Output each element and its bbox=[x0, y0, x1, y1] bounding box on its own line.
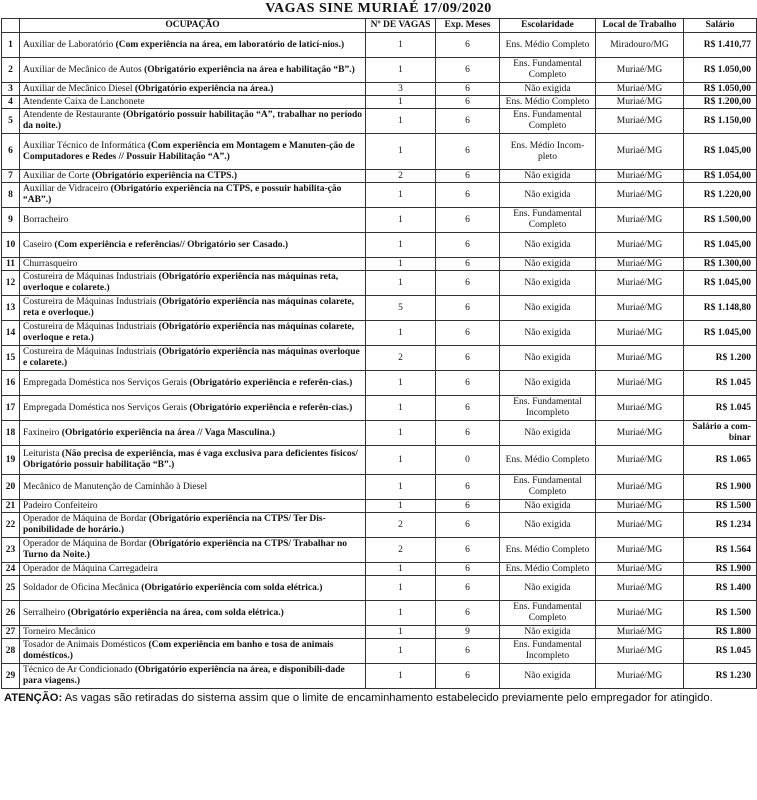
attention-text: As vagas são retiradas do sistema assim que o limite de encaminhamento estabelecido previamente pelo empregador for atingido. bbox=[62, 692, 713, 704]
work-location: Muriaé/MG bbox=[596, 170, 684, 183]
table-row bbox=[2, 446, 757, 475]
row-number: 18 bbox=[2, 421, 20, 446]
experience-months: 6 bbox=[436, 109, 500, 134]
vacancies-count: 2 bbox=[366, 538, 436, 563]
salary: R$ 1.230 bbox=[684, 664, 757, 689]
vacancies-count: 1 bbox=[366, 475, 436, 500]
experience-months: 6 bbox=[436, 396, 500, 421]
row-number: 7 bbox=[2, 170, 20, 183]
occupation-cell bbox=[20, 538, 366, 563]
row-number: 4 bbox=[2, 96, 20, 109]
vacancies-count: 2 bbox=[366, 513, 436, 538]
occupation-requirements: (Com experiência em banho e tosa de animais domésticos.) bbox=[23, 640, 334, 661]
salary: R$ 1.200 bbox=[684, 346, 757, 371]
schooling: Não exigida bbox=[500, 500, 596, 513]
occupation-name: Operador de Máquina de Bordar bbox=[23, 514, 147, 524]
table-row bbox=[2, 321, 757, 346]
occupation-cell bbox=[20, 664, 366, 689]
salary: R$ 1.500,00 bbox=[684, 208, 757, 233]
salary: R$ 1.045,00 bbox=[684, 134, 757, 170]
row-number: 9 bbox=[2, 208, 20, 233]
occupation-requirements: (Não precisa de experiência, mas é vaga exclusiva para deficientes físicos/ Obrigatório possuir habilitação “B”.) bbox=[23, 449, 358, 470]
experience-months: 6 bbox=[436, 33, 500, 58]
salary: R$ 1.045,00 bbox=[684, 271, 757, 296]
table-header-row bbox=[2, 19, 757, 33]
salary: R$ 1.045 bbox=[684, 371, 757, 396]
experience-months: 6 bbox=[436, 96, 500, 109]
experience-months: 6 bbox=[436, 421, 500, 446]
experience-months: 6 bbox=[436, 183, 500, 208]
vacancies-count: 1 bbox=[366, 321, 436, 346]
schooling: Não exigida bbox=[500, 371, 596, 396]
occupation-name: Operador de Máquina de Bordar bbox=[23, 539, 147, 549]
table-row bbox=[2, 134, 757, 170]
occupation-requirements: (Com experiência na área, em laboratório de laticí-nios.) bbox=[113, 39, 345, 50]
salary: R$ 1.400 bbox=[684, 576, 757, 601]
vacancies-count: 1 bbox=[366, 664, 436, 689]
table-row bbox=[2, 208, 757, 233]
salary: R$ 1.500 bbox=[684, 500, 757, 513]
vacancies-count: 1 bbox=[366, 500, 436, 513]
row-number: 11 bbox=[2, 258, 20, 271]
schooling: Não exigida bbox=[500, 626, 596, 639]
attention-label: ATENÇÃO: bbox=[4, 692, 63, 704]
experience-months: 6 bbox=[436, 296, 500, 321]
salary: R$ 1.220,00 bbox=[684, 183, 757, 208]
table-row bbox=[2, 371, 757, 396]
experience-months: 6 bbox=[436, 233, 500, 258]
work-location: Muriaé/MG bbox=[596, 396, 684, 421]
occupation-name: Faxineiro bbox=[23, 427, 60, 438]
table-row bbox=[2, 576, 757, 601]
row-number: 29 bbox=[2, 664, 20, 689]
occupation-name: Costureira de Máquinas Industriais bbox=[23, 297, 157, 307]
occupation-name: Auxiliar de Mecânico Diesel bbox=[23, 83, 133, 94]
vacancies-count: 1 bbox=[366, 421, 436, 446]
vacancies-count: 1 bbox=[366, 576, 436, 601]
occupation-name: Caseiro bbox=[23, 239, 53, 250]
table-row bbox=[2, 233, 757, 258]
schooling: Não exigida bbox=[500, 346, 596, 371]
occupation-cell bbox=[20, 371, 366, 396]
occupation-requirements: (Obrigatório experiência com solda elétrica.) bbox=[138, 582, 323, 593]
salary: R$ 1.500 bbox=[684, 601, 757, 626]
vacancies-count: 1 bbox=[366, 183, 436, 208]
header-vacancies: Nº DE VAGAS bbox=[366, 19, 436, 33]
row-number: 26 bbox=[2, 601, 20, 626]
experience-months: 6 bbox=[436, 664, 500, 689]
schooling: Ens. Médio Incom-pleto bbox=[500, 134, 596, 170]
occupation-cell bbox=[20, 258, 366, 271]
occupation-cell bbox=[20, 513, 366, 538]
occupation-cell bbox=[20, 170, 366, 183]
vacancies-count: 3 bbox=[366, 83, 436, 96]
occupation-requirements: (Com experiência em Montagem e Manuten-ção de Computadores e Redes // Possuir Habilitação “A”.) bbox=[23, 140, 355, 162]
table-row bbox=[2, 296, 757, 321]
salary: R$ 1.050,00 bbox=[684, 58, 757, 83]
schooling: Não exigida bbox=[500, 170, 596, 183]
salary: Salário a com-binar bbox=[684, 421, 757, 446]
occupation-cell bbox=[20, 396, 366, 421]
occupation-name: Auxiliar de Laboratório bbox=[23, 39, 114, 50]
occupation-cell bbox=[20, 296, 366, 321]
occupation-cell bbox=[20, 33, 366, 58]
salary: R$ 1.065 bbox=[684, 446, 757, 475]
experience-months: 0 bbox=[436, 446, 500, 475]
salary: R$ 1.150,00 bbox=[684, 109, 757, 134]
vacancies-count: 2 bbox=[366, 346, 436, 371]
experience-months: 6 bbox=[436, 321, 500, 346]
row-number: 6 bbox=[2, 134, 20, 170]
table-row bbox=[2, 58, 757, 83]
row-number: 10 bbox=[2, 233, 20, 258]
work-location: Muriaé/MG bbox=[596, 475, 684, 500]
occupation-name: Torneiro Mecânico bbox=[23, 626, 96, 637]
vacancies-count: 1 bbox=[366, 96, 436, 109]
schooling: Ens. Médio Completo bbox=[500, 33, 596, 58]
occupation-requirements: (Com experiência e referências// Obrigatório ser Casado.) bbox=[52, 239, 289, 250]
occupation-requirements: (Obrigatório experiência na área, com solda elétrica.) bbox=[65, 607, 284, 618]
vacancies-count: 1 bbox=[366, 208, 436, 233]
table-row bbox=[2, 83, 757, 96]
occupation-cell bbox=[20, 109, 366, 134]
occupation-name: Operador de Máquina Carregadeira bbox=[23, 563, 158, 574]
vacancies-count: 1 bbox=[366, 58, 436, 83]
vacancies-count: 1 bbox=[366, 233, 436, 258]
experience-months: 6 bbox=[436, 271, 500, 296]
table-row bbox=[2, 513, 757, 538]
occupation-cell bbox=[20, 475, 366, 500]
occupation-name: Costureira de Máquinas Industriais bbox=[23, 322, 157, 332]
header-schooling: Escolaridade bbox=[500, 19, 596, 33]
row-number: 17 bbox=[2, 396, 20, 421]
table-row bbox=[2, 109, 757, 134]
occupation-requirements: (Obrigatório experiência na área // Vaga Masculina.) bbox=[59, 427, 276, 438]
work-location: Muriaé/MG bbox=[596, 513, 684, 538]
experience-months: 6 bbox=[436, 258, 500, 271]
vacancies-count: 1 bbox=[366, 601, 436, 626]
row-number: 14 bbox=[2, 321, 20, 346]
row-number: 8 bbox=[2, 183, 20, 208]
work-location: Muriaé/MG bbox=[596, 134, 684, 170]
schooling: Não exigida bbox=[500, 513, 596, 538]
row-number: 15 bbox=[2, 346, 20, 371]
header-occupation: OCUPAÇÃO bbox=[20, 19, 366, 33]
row-number: 25 bbox=[2, 576, 20, 601]
occupation-name: Churrasqueiro bbox=[23, 258, 78, 269]
salary: R$ 1.054,00 bbox=[684, 170, 757, 183]
schooling: Não exigida bbox=[500, 576, 596, 601]
occupation-requirements: (Obrigatório experiência na área.) bbox=[132, 83, 274, 94]
experience-months: 6 bbox=[436, 134, 500, 170]
experience-months: 6 bbox=[436, 371, 500, 396]
experience-months: 6 bbox=[436, 58, 500, 83]
row-number: 19 bbox=[2, 446, 20, 475]
occupation-name: Tosador de Animais Domésticos bbox=[23, 640, 147, 650]
experience-months: 6 bbox=[436, 538, 500, 563]
occupation-requirements: (Obrigatório experiência na área e habilitação “B”.) bbox=[141, 64, 355, 75]
occupation-cell bbox=[20, 563, 366, 576]
experience-months: 6 bbox=[436, 83, 500, 96]
schooling: Não exigida bbox=[500, 664, 596, 689]
occupation-name: Atendente de Restaurante bbox=[23, 110, 121, 120]
occupation-cell bbox=[20, 208, 366, 233]
occupation-requirements: (Obrigatório experiência na CTPS.) bbox=[89, 170, 237, 181]
experience-months: 6 bbox=[436, 475, 500, 500]
occupation-name: Borracheiro bbox=[23, 214, 69, 225]
work-location: Muriaé/MG bbox=[596, 664, 684, 689]
work-location: Muriaé/MG bbox=[596, 601, 684, 626]
work-location: Muriaé/MG bbox=[596, 563, 684, 576]
schooling: Não exigida bbox=[500, 271, 596, 296]
header-number bbox=[2, 19, 20, 33]
experience-months: 9 bbox=[436, 626, 500, 639]
experience-months: 6 bbox=[436, 346, 500, 371]
vacancies-count: 1 bbox=[366, 371, 436, 396]
vacancies-count: 1 bbox=[366, 563, 436, 576]
occupation-name: Padeiro Confeiteiro bbox=[23, 500, 98, 511]
salary: R$ 1.900 bbox=[684, 475, 757, 500]
occupation-requirements: (Obrigatório possuir habilitação “A”, trabalhar no período da noite.) bbox=[23, 110, 362, 131]
occupation-cell bbox=[20, 58, 366, 83]
occupation-cell bbox=[20, 446, 366, 475]
row-number: 28 bbox=[2, 639, 20, 664]
salary: R$ 1.410,77 bbox=[684, 33, 757, 58]
table-row bbox=[2, 33, 757, 58]
work-location: Muriaé/MG bbox=[596, 58, 684, 83]
occupation-requirements: (Obrigatório experiência nas máquinas colarete, reta e overloque.) bbox=[23, 297, 354, 318]
work-location: Miradouro/MG bbox=[596, 33, 684, 58]
table-row bbox=[2, 563, 757, 576]
schooling: Ens. Médio Completo bbox=[500, 96, 596, 109]
work-location: Muriaé/MG bbox=[596, 346, 684, 371]
occupation-cell bbox=[20, 271, 366, 296]
row-number: 21 bbox=[2, 500, 20, 513]
work-location: Muriaé/MG bbox=[596, 233, 684, 258]
occupation-cell bbox=[20, 321, 366, 346]
schooling: Ens. Fundamental Completo bbox=[500, 475, 596, 500]
vacancies-count: 1 bbox=[366, 33, 436, 58]
occupation-cell bbox=[20, 83, 366, 96]
occupation-cell bbox=[20, 576, 366, 601]
occupation-requirements: (Obrigatório experiência na CTPS/ Trabalhar no Turno da Noite.) bbox=[23, 539, 348, 560]
occupation-name: Costureira de Máquinas Industriais bbox=[23, 272, 157, 282]
vacancies-count: 1 bbox=[366, 396, 436, 421]
attention-note bbox=[4, 692, 757, 704]
schooling: Não exigida bbox=[500, 296, 596, 321]
vacancies-table bbox=[1, 18, 757, 689]
schooling: Ens. Médio Completo bbox=[500, 538, 596, 563]
occupation-name: Atendente Caixa de Lanchonete bbox=[23, 96, 145, 107]
row-number: 23 bbox=[2, 538, 20, 563]
occupation-cell bbox=[20, 183, 366, 208]
occupation-name: Auxiliar de Vidraceiro bbox=[23, 184, 109, 194]
schooling: Ens. Fundamental Incompleto bbox=[500, 396, 596, 421]
work-location: Muriaé/MG bbox=[596, 446, 684, 475]
table-row bbox=[2, 538, 757, 563]
occupation-name: Leiturista bbox=[23, 449, 60, 459]
header-location: Local de Trabalho bbox=[596, 19, 684, 33]
table-row bbox=[2, 258, 757, 271]
table-row bbox=[2, 626, 757, 639]
header-salary: Salário bbox=[684, 19, 757, 33]
schooling: Não exigida bbox=[500, 258, 596, 271]
table-row bbox=[2, 183, 757, 208]
occupation-cell bbox=[20, 601, 366, 626]
vacancies-count: 1 bbox=[366, 626, 436, 639]
occupation-name: Técnico de Ar Condicionado bbox=[23, 665, 133, 675]
vacancies-count: 1 bbox=[366, 258, 436, 271]
work-location: Muriaé/MG bbox=[596, 321, 684, 346]
table-row bbox=[2, 475, 757, 500]
table-row bbox=[2, 421, 757, 446]
table-row bbox=[2, 664, 757, 689]
row-number: 13 bbox=[2, 296, 20, 321]
experience-months: 6 bbox=[436, 601, 500, 626]
salary: R$ 1.045,00 bbox=[684, 321, 757, 346]
vacancies-count: 5 bbox=[366, 296, 436, 321]
occupation-cell bbox=[20, 626, 366, 639]
occupation-name: Auxiliar Técnico de Informática bbox=[23, 140, 146, 151]
row-number: 20 bbox=[2, 475, 20, 500]
row-number: 27 bbox=[2, 626, 20, 639]
salary: R$ 1.900 bbox=[684, 563, 757, 576]
row-number: 12 bbox=[2, 271, 20, 296]
occupation-name: Mecânico de Manutenção de Caminhão à Diesel bbox=[23, 481, 208, 492]
work-location: Muriaé/MG bbox=[596, 83, 684, 96]
schooling: Ens. Fundamental Completo bbox=[500, 208, 596, 233]
work-location: Muriaé/MG bbox=[596, 626, 684, 639]
work-location: Muriaé/MG bbox=[596, 296, 684, 321]
experience-months: 6 bbox=[436, 563, 500, 576]
vacancies-count: 1 bbox=[366, 639, 436, 664]
row-number: 5 bbox=[2, 109, 20, 134]
occupation-requirements: (Obrigatório experiência nas máquinas colarete, overloque e reta.) bbox=[23, 322, 354, 343]
experience-months: 6 bbox=[436, 170, 500, 183]
work-location: Muriaé/MG bbox=[596, 538, 684, 563]
salary: R$ 1.045 bbox=[684, 639, 757, 664]
occupation-cell bbox=[20, 500, 366, 513]
table-row bbox=[2, 271, 757, 296]
salary: R$ 1.800 bbox=[684, 626, 757, 639]
row-number: 2 bbox=[2, 58, 20, 83]
occupation-cell bbox=[20, 96, 366, 109]
vacancies-count: 1 bbox=[366, 109, 436, 134]
vacancies-count: 1 bbox=[366, 446, 436, 475]
table-row bbox=[2, 170, 757, 183]
work-location: Muriaé/MG bbox=[596, 576, 684, 601]
work-location: Muriaé/MG bbox=[596, 183, 684, 208]
table-row bbox=[2, 346, 757, 371]
occupation-requirements: (Obrigatório experiência na CTPS/ Ter Dis-ponibilidade de horário.) bbox=[23, 514, 326, 535]
header-experience: Exp. Meses bbox=[436, 19, 500, 33]
occupation-requirements: (Obrigatório experiência na CTPS, e possuir habilita-ção “AB”.) bbox=[23, 184, 342, 205]
salary: R$ 1.234 bbox=[684, 513, 757, 538]
experience-months: 6 bbox=[436, 208, 500, 233]
schooling: Ens. Médio Completo bbox=[500, 446, 596, 475]
schooling: Não exigida bbox=[500, 83, 596, 96]
work-location: Muriaé/MG bbox=[596, 371, 684, 396]
vacancies-count: 1 bbox=[366, 271, 436, 296]
work-location: Muriaé/MG bbox=[596, 208, 684, 233]
experience-months: 6 bbox=[436, 500, 500, 513]
occupation-requirements: (Obrigatório experiência nas máquinas reta, overloque e colarete.) bbox=[23, 272, 339, 293]
salary: R$ 1.045 bbox=[684, 396, 757, 421]
schooling: Ens. Fundamental Completo bbox=[500, 109, 596, 134]
row-number: 1 bbox=[2, 33, 20, 58]
row-number: 3 bbox=[2, 83, 20, 96]
occupation-name: Auxiliar de Mecânico de Autos bbox=[23, 64, 142, 75]
occupation-requirements: (Obrigatório experiência e referên-cias.) bbox=[187, 402, 353, 413]
occupation-cell bbox=[20, 639, 366, 664]
table-row bbox=[2, 96, 757, 109]
experience-months: 6 bbox=[436, 639, 500, 664]
work-location: Muriaé/MG bbox=[596, 96, 684, 109]
occupation-requirements: (Obrigatório experiência nas máquinas overloque e colarete.) bbox=[23, 347, 360, 368]
schooling: Não exigida bbox=[500, 183, 596, 208]
schooling: Não exigida bbox=[500, 421, 596, 446]
schooling: Não exigida bbox=[500, 321, 596, 346]
schooling: Não exigida bbox=[500, 233, 596, 258]
occupation-name: Empregada Doméstica nos Serviços Gerais bbox=[23, 402, 188, 413]
salary: R$ 1.200,00 bbox=[684, 96, 757, 109]
work-location: Muriaé/MG bbox=[596, 639, 684, 664]
schooling: Ens. Fundamental Incompleto bbox=[500, 639, 596, 664]
salary: R$ 1.564 bbox=[684, 538, 757, 563]
occupation-name: Soldador de Oficina Mecânica bbox=[23, 582, 139, 593]
occupation-name: Empregada Doméstica nos Serviços Gerais bbox=[23, 377, 188, 388]
salary: R$ 1.148,80 bbox=[684, 296, 757, 321]
work-location: Muriaé/MG bbox=[596, 258, 684, 271]
occupation-name: Serralheiro bbox=[23, 607, 66, 618]
table-row bbox=[2, 396, 757, 421]
occupation-cell bbox=[20, 421, 366, 446]
salary: R$ 1.045,00 bbox=[684, 233, 757, 258]
occupation-cell bbox=[20, 233, 366, 258]
vacancies-count: 1 bbox=[366, 134, 436, 170]
work-location: Muriaé/MG bbox=[596, 109, 684, 134]
occupation-requirements: (Obrigatório experiência na área, e disponibili-dade para viagens.) bbox=[23, 665, 345, 686]
vacancies-count: 2 bbox=[366, 170, 436, 183]
occupation-name: Auxiliar de Corte bbox=[23, 170, 90, 181]
experience-months: 6 bbox=[436, 576, 500, 601]
work-location: Muriaé/MG bbox=[596, 500, 684, 513]
salary: R$ 1.300,00 bbox=[684, 258, 757, 271]
occupation-requirements: (Obrigatório experiência e referên-cias.) bbox=[187, 377, 353, 388]
occupation-cell bbox=[20, 134, 366, 170]
row-number: 16 bbox=[2, 371, 20, 396]
work-location: Muriaé/MG bbox=[596, 421, 684, 446]
row-number: 22 bbox=[2, 513, 20, 538]
table-row bbox=[2, 639, 757, 664]
schooling: Ens. Fundamental Completo bbox=[500, 58, 596, 83]
salary: R$ 1.050,00 bbox=[684, 83, 757, 96]
schooling: Ens. Fundamental Completo bbox=[500, 601, 596, 626]
occupation-cell bbox=[20, 346, 366, 371]
experience-months: 6 bbox=[436, 513, 500, 538]
occupation-name: Costureira de Máquinas Industriais bbox=[23, 347, 157, 357]
schooling: Ens. Médio Completo bbox=[500, 563, 596, 576]
page-title: VAGAS SINE MURIAÉ 17/09/2020 bbox=[265, 1, 492, 16]
table-row bbox=[2, 500, 757, 513]
table-row bbox=[2, 601, 757, 626]
row-number: 24 bbox=[2, 563, 20, 576]
work-location: Muriaé/MG bbox=[596, 271, 684, 296]
